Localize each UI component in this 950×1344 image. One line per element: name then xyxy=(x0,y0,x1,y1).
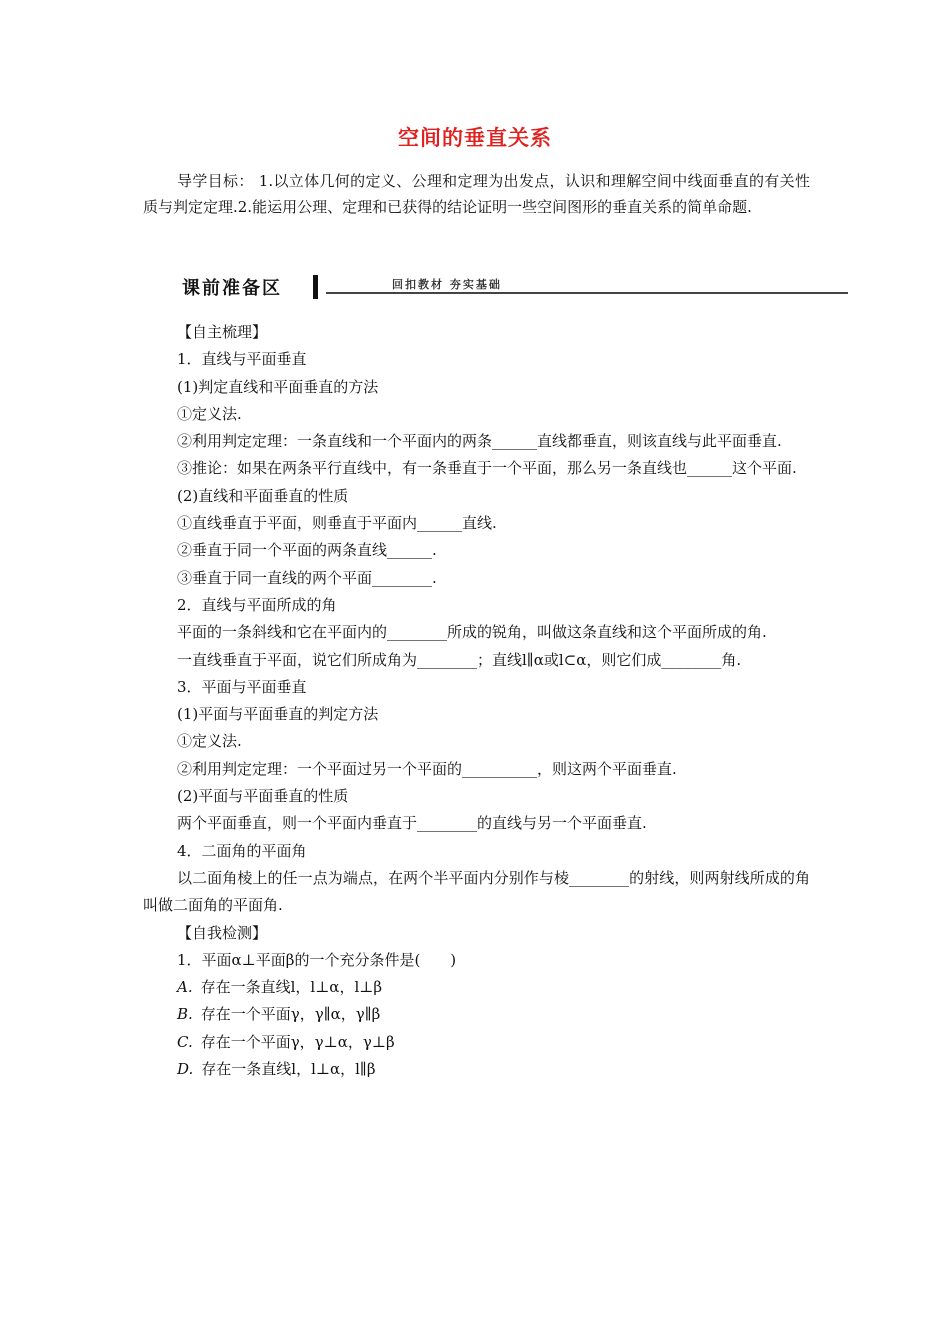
subsection-heading: (1)判定直线和平面垂直的方法 xyxy=(177,377,379,396)
paragraph: 两个平面垂直，则一个平面内垂直于________的直线与另一个平面垂直. xyxy=(177,814,647,833)
answer-option xyxy=(143,1056,810,1083)
section-heading: 4．二面角的平面角 xyxy=(177,841,307,860)
list-item: ③垂直于同一直线的两个平面________. xyxy=(177,568,437,587)
study-content xyxy=(143,319,810,1083)
banner-rule xyxy=(326,292,848,294)
list-item: ①直线垂直于平面，则垂直于平面内______直线. xyxy=(177,514,497,533)
list-item: ②垂直于同一个平面的两条直线______. xyxy=(177,541,437,560)
section-banner-title: 课前准备区 xyxy=(182,278,282,299)
learning-objectives: 导学目标： 1.以立体几何的定义、公理和定理为出发点，认识和理解空间中线面垂直的有关性质与判定定理.2.能运用公理、定理和已获得的结论证明一些空间图形的垂直关系的简单命题. xyxy=(143,172,810,216)
section-heading: 1．直线与平面垂直 xyxy=(177,350,307,369)
section-banner-subtitle: 回扣教材 夯实基础 xyxy=(392,278,502,291)
list-item: ②利用判定定理：一条直线和一个平面内的两条______直线都垂直，则该直线与此平面垂直. xyxy=(177,432,782,451)
option-letter: C. xyxy=(177,1032,193,1051)
paragraph: 以二面角棱上的任一点为端点，在两个半平面内分别作与棱________的射线，则两射线所成的角叫做二面角的平面角. xyxy=(143,868,810,915)
option-text: 存在一条直线l，l⊥α，l⊥β xyxy=(200,978,383,997)
page-title: 空间的垂直关系 xyxy=(398,125,552,150)
paragraph: 一直线垂直于平面，说它们所成角为________；直线l∥α或l⊂α，则它们成________角. xyxy=(177,650,742,669)
option-letter: D. xyxy=(177,1060,194,1079)
question: 1．平面α⊥平面β的一个充分条件是( ) xyxy=(177,950,457,969)
list-item: ①定义法. xyxy=(177,404,242,423)
subsection-heading: (2)平面与平面垂直的性质 xyxy=(177,787,349,806)
list-item: ③推论：如果在两条平行直线中，有一条垂直于一个平面，那么另一条直线也______这个平面. xyxy=(177,459,797,478)
option-letter: A. xyxy=(177,978,193,997)
answer-option xyxy=(143,1029,810,1056)
list-item: ①定义法. xyxy=(177,732,242,751)
option-text: 存在一个平面γ，γ∥α，γ∥β xyxy=(200,1005,381,1024)
paragraph: 平面的一条斜线和它在平面内的________所成的锐角，叫做这条直线和这个平面所成的角. xyxy=(177,623,767,642)
subsection-heading: (1)平面与平面垂直的判定方法 xyxy=(177,705,379,724)
banner-divider-bar xyxy=(313,275,318,299)
section-heading: 3．平面与平面垂直 xyxy=(177,677,307,696)
answer-option xyxy=(143,1001,810,1028)
section-banner xyxy=(176,272,848,302)
subsection-heading: (2)直线和平面垂直的性质 xyxy=(177,486,349,505)
option-letter: B. xyxy=(177,1005,193,1024)
section-heading: 2．直线与平面所成的角 xyxy=(177,595,337,614)
heading-self-check: 【自我检测】 xyxy=(177,923,268,942)
option-text: 存在一条直线l，l⊥α，l∥β xyxy=(201,1060,376,1079)
list-item: ②利用判定定理：一个平面过另一个平面的__________，则这两个平面垂直. xyxy=(177,759,677,778)
option-text: 存在一个平面γ，γ⊥α，γ⊥β xyxy=(200,1032,395,1051)
answer-option xyxy=(143,974,810,1001)
heading-self-study: 【自主梳理】 xyxy=(177,323,268,341)
